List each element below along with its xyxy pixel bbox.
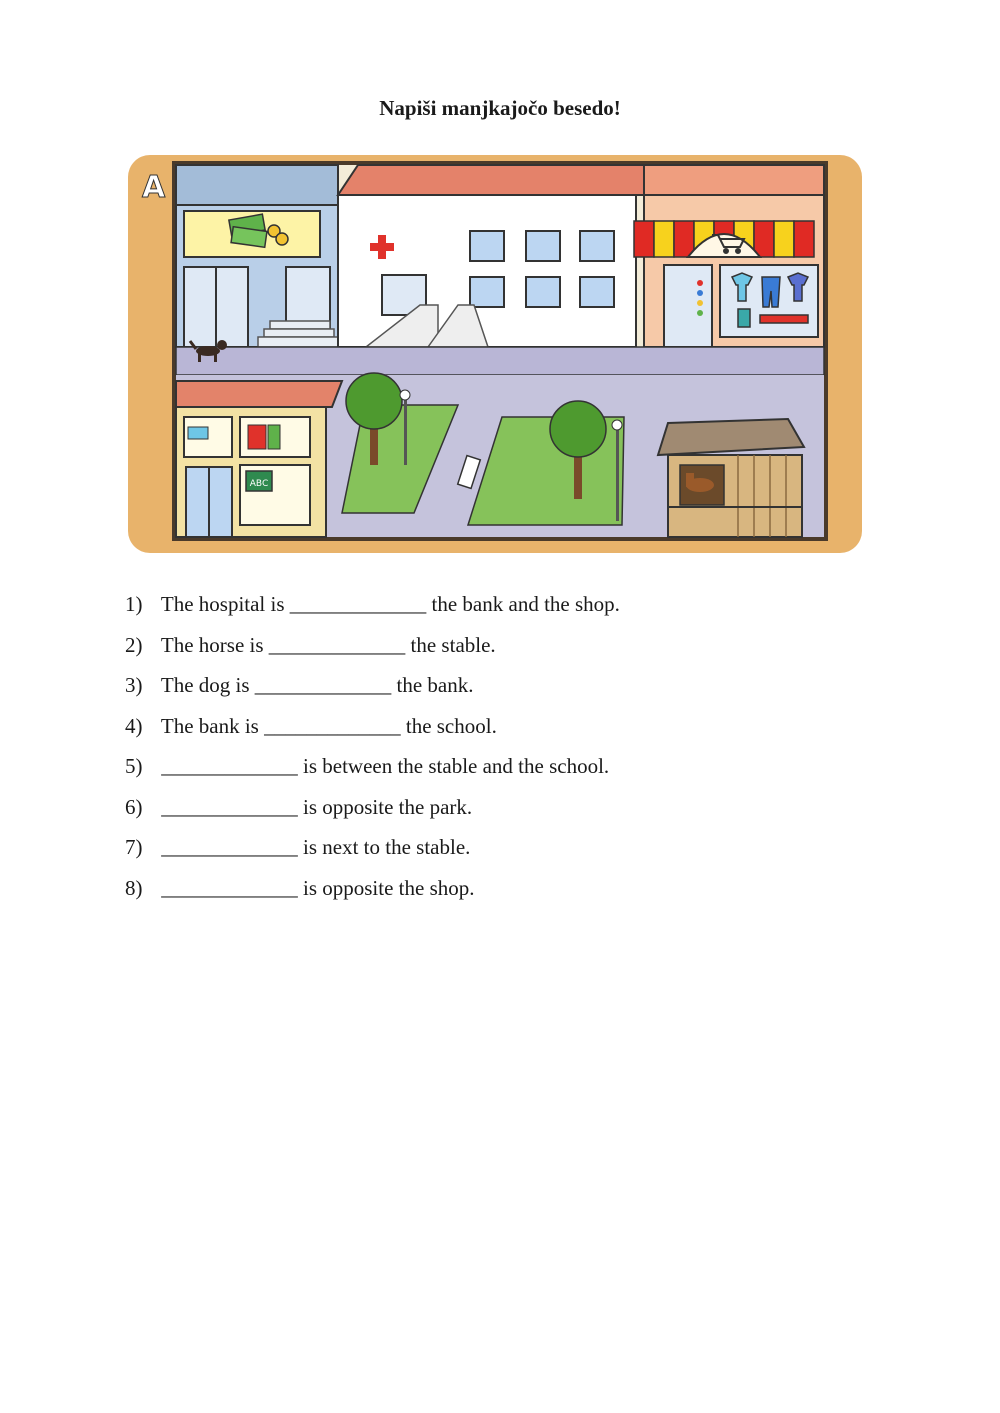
answer-blank: _____________: [161, 875, 298, 900]
item-text-after: is opposite the shop.: [297, 875, 475, 900]
item-text-after: the stable.: [405, 632, 496, 657]
school-building: [176, 381, 342, 537]
item-number: 6): [125, 794, 143, 819]
exercise-list: [125, 588, 885, 912]
exercise-item: [125, 831, 885, 872]
answer-blank: _____________: [268, 632, 406, 657]
page-title: Napiši manjkajočo besedo!: [379, 96, 621, 120]
town-illustration: [128, 155, 862, 553]
exercise-item: [125, 791, 885, 832]
item-text-after: is next to the stable.: [297, 835, 471, 859]
exercise-item: [125, 629, 885, 670]
exercise-item: [125, 669, 885, 710]
item-number: 7): [125, 835, 143, 859]
item-text-before: The bank is: [160, 713, 265, 738]
answer-blank: _____________: [161, 794, 298, 819]
item-text-after: the school.: [400, 713, 497, 738]
item-number: 2): [125, 632, 143, 657]
item-text-after: the bank.: [391, 673, 474, 697]
item-text-after: is between the stable and the school.: [297, 754, 610, 778]
shop-building: [634, 165, 824, 347]
bank-building: [176, 165, 338, 347]
item-text-before: The dog is: [160, 673, 255, 697]
exercise-item: [125, 588, 885, 629]
corner-label: A: [142, 170, 166, 205]
item-number: 3): [125, 673, 143, 697]
exercise-item: [125, 710, 885, 751]
stable-building: [658, 419, 804, 537]
answer-blank: _____________: [161, 835, 298, 859]
exercise-item: [125, 872, 885, 913]
exercise-item: [125, 750, 885, 791]
road: [176, 347, 824, 375]
bank-steps: [258, 321, 338, 347]
item-text-after: the bank and the shop.: [426, 592, 620, 616]
answer-blank: _____________: [264, 713, 401, 738]
item-text-before: The hospital is: [160, 592, 290, 616]
item-number: 8): [125, 875, 143, 900]
answer-blank: _____________: [254, 673, 392, 697]
answer-blank: _____________: [289, 592, 427, 616]
shop-door: [664, 265, 712, 347]
item-text-after: is opposite the park.: [297, 794, 473, 819]
answer-blank: _____________: [161, 754, 298, 778]
clothes-icon: [732, 273, 808, 327]
hospital-building: [338, 165, 648, 347]
item-number: 5): [125, 754, 143, 778]
item-number: 4): [125, 713, 143, 738]
chalkboard-text: ABC: [249, 479, 269, 489]
item-number: 1): [125, 592, 143, 616]
item-text-before: The horse is: [160, 632, 269, 657]
